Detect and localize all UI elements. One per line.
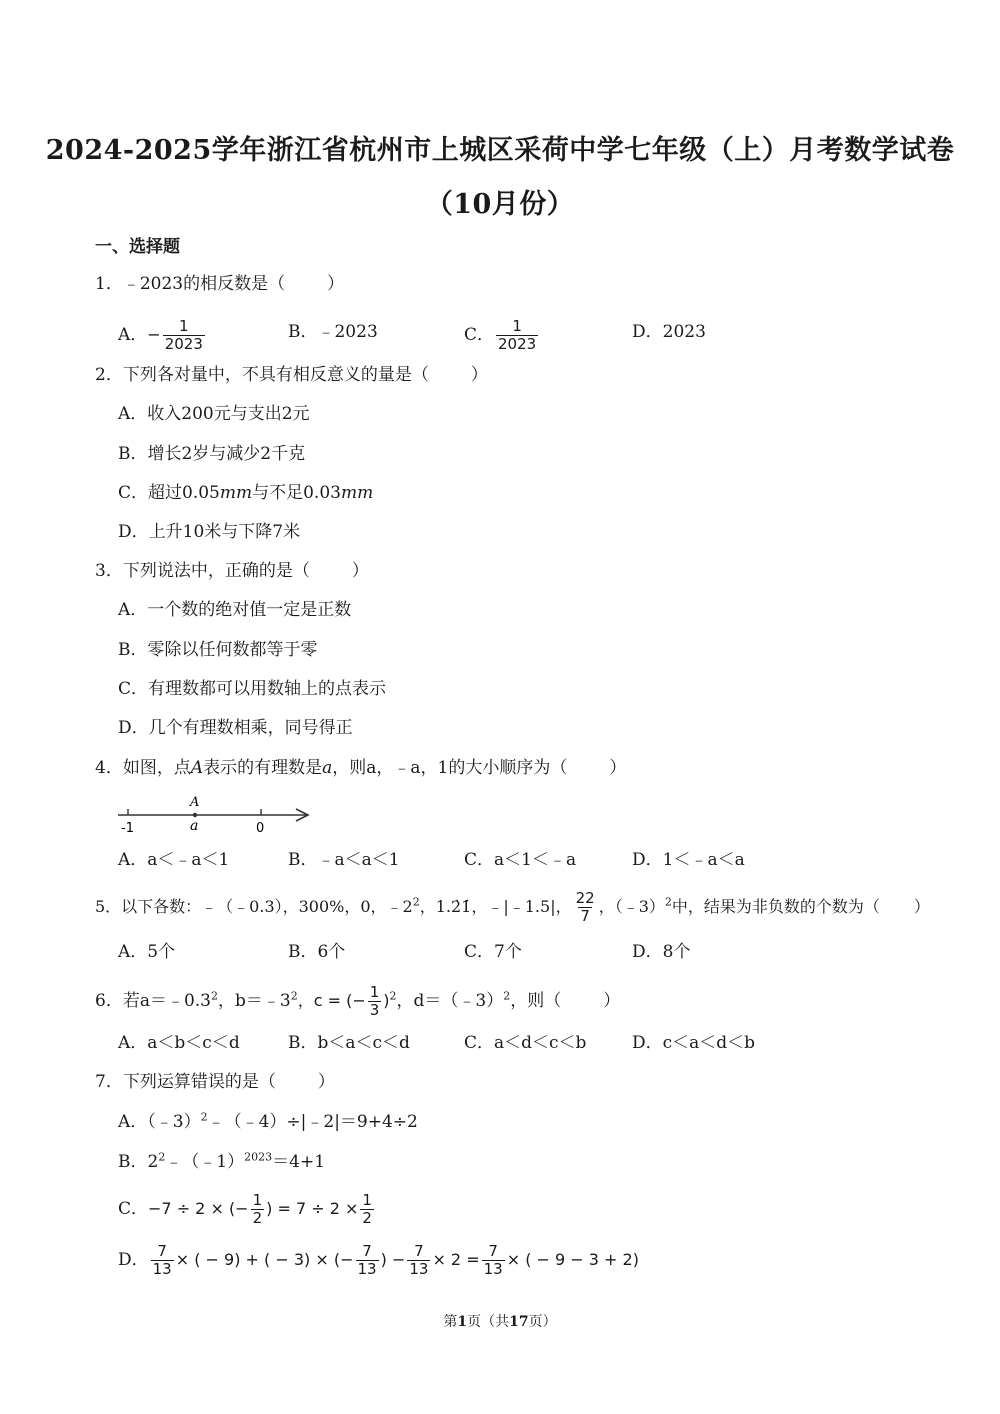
question-5-option-a: A．5个 <box>118 942 176 962</box>
exam-title: 2024-2025学年浙江省杭州市上城区采荷中学七年级（上）月考数学试卷 <box>45 135 955 166</box>
question-7-option-d: D． $\frac{7}{13}$ × ( − 9) + ( − 3) × (− $\frac{7}{13}$ ) − $\frac{7}{13}$ × 2 = $\frac{7}{13}$ × ( − 9 − 3 + 2) <box>118 1242 639 1278</box>
question-5-option-b: B．6个 <box>288 942 346 962</box>
tick-label-right: 0 <box>256 821 265 835</box>
fraction: $\frac{1}{2023}$ <box>164 317 203 353</box>
question-5-stem: 5．以下各数：﹣（﹣0.3），300%，0，$﹣2^2$，1.2̇1̇，﹣|﹣1.5|， $\frac{22}{7}$ ，（﹣3）$^2$中，结果为非负数的个数为（ ） <box>95 889 930 925</box>
question-4-option-a: A．a＜﹣a＜1 <box>118 850 230 870</box>
question-4-stem: 4．如图，点A表示的有理数是a，则a，﹣a，1的大小顺序为（ ） <box>95 758 627 778</box>
question-2-option-a: A．收入200元与支出2元 <box>118 404 310 424</box>
question-1-option-a: A．− $\frac{1}{2023}$ <box>118 317 203 353</box>
question-3-option-d: D．几个有理数相乘，同号得正 <box>118 718 353 738</box>
question-3-option-b: B．零除以任何数都等于零 <box>118 640 318 660</box>
question-4-option-c: C．a＜1＜﹣a <box>464 850 577 870</box>
tick-label-left: -1 <box>121 821 134 835</box>
page-footer: 第1页（共17页） <box>443 1314 557 1330</box>
exam-subtitle: （10月份） <box>425 189 575 220</box>
question-1-option-c: C． $\frac{1}{2023}$ <box>464 317 537 353</box>
fraction: $\frac{7}{13}$ <box>409 1242 429 1278</box>
question-1-option-d: D．2023 <box>632 322 706 342</box>
fraction: $\frac{22}{7}$ <box>575 889 595 925</box>
question-1-stem: 1．﹣2023的相反数是（ ） <box>95 274 345 294</box>
question-1-option-b: B．﹣2023 <box>288 322 378 342</box>
fraction: $\frac{7}{13}$ <box>152 1242 172 1278</box>
fraction: $\frac{1}{2}$ <box>252 1191 263 1227</box>
fraction: $\frac{1}{2}$ <box>362 1191 372 1227</box>
point-label: A <box>190 795 200 810</box>
question-6-option-a: A．a＜b＜c＜d <box>118 1033 240 1053</box>
question-5-option-c: C．7个 <box>464 942 522 962</box>
fraction: $\frac{7}{13}$ <box>483 1242 503 1278</box>
fraction: $\frac{7}{13}$ <box>357 1242 377 1278</box>
question-7-option-c: C．−7 ÷ 2 × (− $\frac{1}{2}$ ) = 7 ÷ 2 × $\frac{1}{2}$ <box>118 1191 372 1227</box>
question-5-option-d: D．8个 <box>632 942 691 962</box>
fraction: $\frac{1}{2023}$ <box>498 317 537 353</box>
question-3-option-a: A．一个数的绝对值一定是正数 <box>118 600 352 620</box>
question-7-option-b: B．$2^2﹣(﹣1)^{2023}=4+1$ <box>118 1150 326 1172</box>
question-6-option-b: B．b＜a＜c＜d <box>288 1033 410 1053</box>
fraction: $\frac{1}{3}$ <box>369 983 380 1019</box>
question-6-stem: 6．若$a=﹣0.3^2$，$b=﹣3^2$，c = (− $\frac{1}{3}$ )$^2$，d＝（﹣3）$^2$，则（ ） <box>95 983 621 1019</box>
point-var: a <box>190 818 199 834</box>
question-4-option-d: D．1＜﹣a＜a <box>632 850 745 870</box>
question-2-option-b: B．增长2岁与减少2千克 <box>118 444 306 464</box>
question-3-stem: 3．下列说法中，正确的是（ ） <box>95 561 369 581</box>
section-heading: 一、选择题 <box>95 237 180 257</box>
question-3-option-c: C．有理数都可以用数轴上的点表示 <box>118 679 387 699</box>
question-6-option-d: D．c＜a＜d＜b <box>632 1033 756 1053</box>
question-7-stem: 7．下列运算错误的是（ ） <box>95 1072 335 1092</box>
question-4-option-b: B．﹣a＜a＜1 <box>288 850 400 870</box>
question-7-option-a: A．（﹣3）$^2$﹣（﹣4）÷|﹣2|＝9+4÷2 <box>118 1110 418 1132</box>
point-a <box>193 813 197 817</box>
number-line-figure <box>116 793 316 835</box>
question-2-stem: 2．下列各对量中，不具有相反意义的量是（ ） <box>95 365 488 385</box>
question-2-option-d: D．上升10米与下降7米 <box>118 522 301 542</box>
question-6-option-c: C．a＜d＜c＜b <box>464 1033 587 1053</box>
question-2-option-c: C．超过0.05mm与不足0.03mm <box>118 483 374 503</box>
